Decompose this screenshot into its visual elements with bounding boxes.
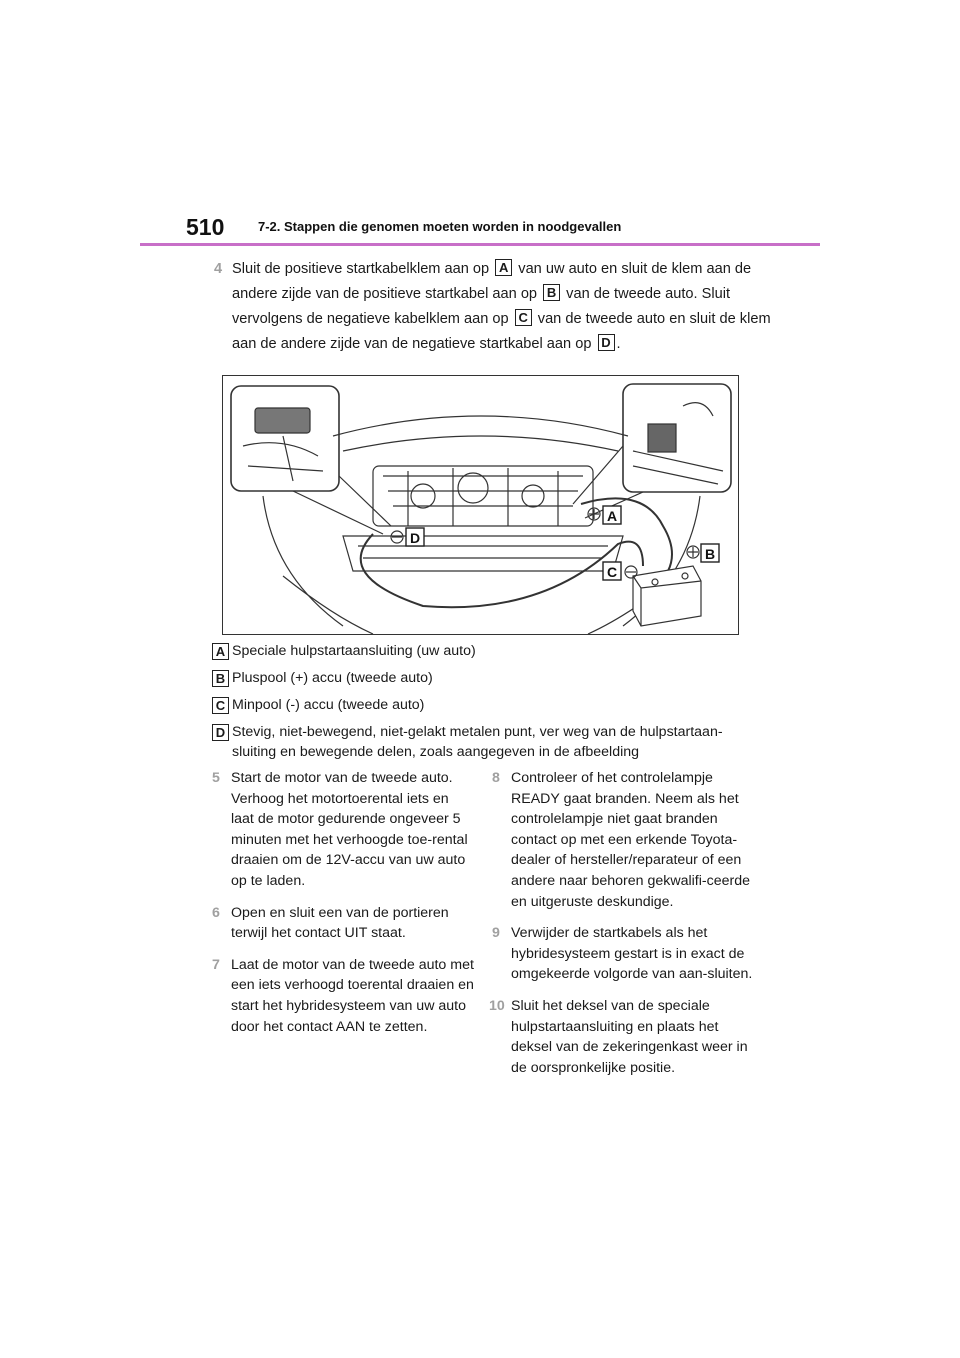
legend-text: Minpool (-) accu (tweede auto) (232, 697, 425, 713)
step-4-text-part: van uw auto en sluit de klem aan de andere zijde van de positieve startkabel aan op (232, 261, 752, 302)
figure-label-d: D (410, 530, 421, 546)
ref-box-c: C (515, 309, 532, 326)
legend-item (212, 722, 752, 762)
step-number: 7 (212, 956, 220, 973)
step-number: 4 (214, 261, 223, 277)
jump-start-illustration (222, 375, 739, 635)
step-item (212, 768, 474, 892)
radiator-grille (343, 536, 623, 571)
step-text: Start de motor van de tweede auto. Verhoog het motortoerental iets en laat de motor gedurende ongeveer 5 minuten met het verhoogde toe-rental draaien om de 12V-accu van uw auto op te laden. (231, 770, 468, 889)
legend-item (212, 695, 752, 715)
hood-edge (343, 436, 618, 451)
step-4 (214, 257, 774, 357)
legend-item (212, 668, 752, 688)
positive-cable (581, 498, 672, 571)
hood-outline (333, 416, 628, 436)
steps-column-left (212, 768, 474, 1048)
figure-label-c: C (607, 564, 618, 580)
inset-left (231, 386, 339, 491)
step-item (492, 768, 754, 912)
legend-ref-box: B (212, 670, 229, 687)
legend-item (212, 641, 752, 661)
engine-bay-drawing (223, 376, 739, 635)
figure-label-b: B (705, 546, 716, 562)
step-text: Verwijder de startkabels als het hybridesysteem gestart is in exact de omgekeerde volgorde van aan-sluiten. (511, 925, 753, 983)
step-item (489, 996, 754, 1078)
legend-text: Speciale hulpstartaansluiting (uw auto) (232, 643, 476, 659)
step-item (212, 903, 474, 944)
step-number: 5 (212, 770, 220, 786)
step-text: Laat de motor van de tweede auto met een iets verhoogd toerental draaien en start het hybridesysteem van uw auto door het contact AAN te zetten. (231, 956, 474, 1035)
step-item (492, 923, 754, 985)
step-4-text-part: . (616, 336, 621, 352)
steps-column-right (489, 768, 754, 1089)
step-4-text-part: van de tweede auto. Sluit vervolgens de negatieve kabelklem aan op (232, 286, 731, 327)
legend-ref-box: A (212, 643, 229, 660)
engine-block (373, 466, 593, 526)
step-item (212, 955, 474, 1037)
step-number: 9 (492, 925, 500, 942)
legend-text: Pluspool (+) accu (tweede auto) (232, 670, 433, 686)
section-title: 7-2. Stappen die genomen moeten worden in noodgevallen (258, 219, 622, 234)
ref-box-b: B (543, 284, 560, 301)
ref-box-d: D (598, 334, 615, 351)
ref-box-a: A (495, 259, 512, 276)
legend-ref-box: D (212, 724, 229, 741)
step-4-text-part: van de tweede auto en sluit de klem aan de andere zijde van de negatieve startkabel aan op (232, 311, 771, 352)
legend-ref-box: C (212, 697, 229, 714)
step-number: 6 (212, 904, 220, 921)
step-number: 8 (492, 770, 500, 786)
step-4-text-part: Sluit de positieve startkabelklem aan op (232, 261, 494, 277)
inset-right-terminal (648, 424, 676, 452)
battery (633, 566, 701, 626)
step-number: 10 (489, 997, 505, 1014)
figure-legend (212, 641, 752, 769)
step-text: Controleer of het controlelampje READY gaat branden. Neem als het controlelampje niet gaat branden contact op met een erkende Toyota-dealer of hersteller/reparateur of een andere naar behoren gekwalifi-ceerde en uitgeruste deskundige. (511, 770, 750, 910)
header-rule (140, 243, 820, 246)
legend-text: Stevig, niet-bewegend, niet-gelakt metalen punt, ver weg van de hulpstartaan-sluiting en bewegende delen, zoals aangegeven in de afbeelding (232, 724, 723, 760)
inset-left-cover (255, 408, 310, 433)
step-text: Open en sluit een van de portieren terwijl het contact UIT staat. (231, 904, 449, 942)
step-4-text (214, 257, 774, 357)
page-number: 510 (186, 214, 225, 240)
step-text: Sluit het deksel van de speciale hulpstartaansluiting en plaats het deksel van de zekeringenkast weer in de oorspronkelijke positie. (511, 997, 748, 1076)
figure-label-a: A (607, 508, 618, 524)
